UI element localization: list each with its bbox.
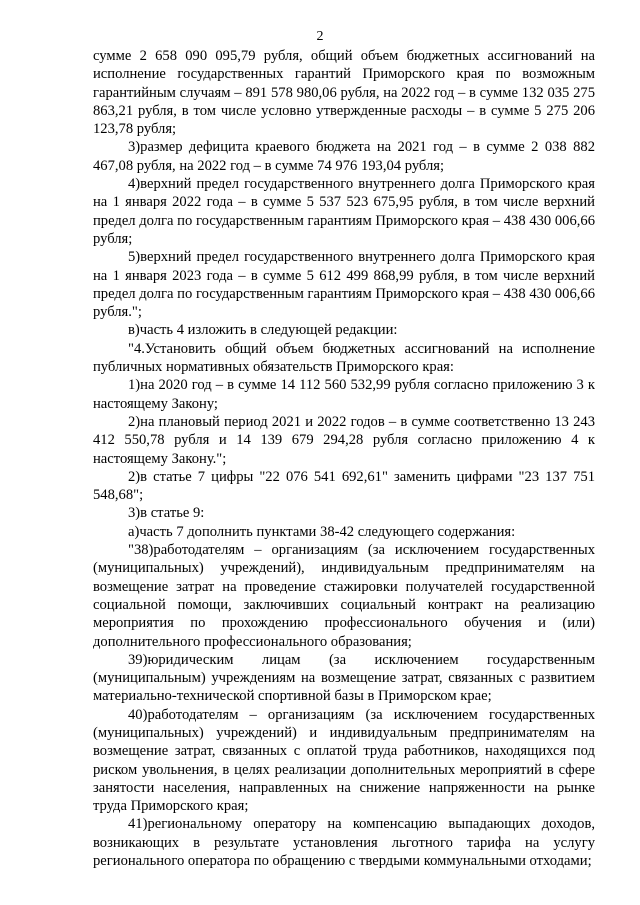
paragraph-part-4-amendment: в)часть 4 изложить в следующей редакции: (128, 322, 398, 339)
document-body (93, 47, 595, 870)
paragraph-public-obligations: "4.Установить общий объем бюджетных ассигнований на исполнение публичных нормативных обязательств Приморского края: (93, 340, 595, 376)
paragraph-part-7-additions: а)часть 7 дополнить пунктами 38-42 следующего содержания: (128, 523, 516, 540)
paragraph-obligations-2020: 1)на 2020 год – в сумме 14 112 560 532,99 рубля согласно приложению 3 к настоящему Закону; (93, 377, 595, 412)
paragraph-item-39: 39)юридическим лицам (за исключением государственным (муниципальным) учреждениям на возмещение затрат, связанных с развитием материально-технической спортивной базы в Приморском крае; (93, 651, 595, 705)
paragraph-budget-total-continued: сумме 2 658 090 095,79 рубля, общий объем бюджетных ассигнований на исполнение государственных гарантий Приморского края по возможным гарантийным случаям – 891 578 980,06 рубля, на 2022 год – в сумме 132 035 275 863,21 рубля, в том числе условно утвержденные расходы – в сумме 5 275 206 123,78 рубля; (93, 48, 595, 138)
paragraph-item-41: 41)региональному оператору на компенсацию выпадающих доходов, возникающих в результате установления льготного тарифа на услугу регионального оператора по обращению с твердыми коммунальными отходами; (93, 816, 595, 870)
paragraph-debt-limit-2023: 5)верхний предел государственного внутреннего долга Приморского края на 1 января 2023 года – в сумме 5 612 499 868,99 рубля, в том числе верхний предел долга по государственным гарантиям Приморского края – 438 430 006,66 рубля."; (93, 249, 595, 321)
paragraph-item-40: 40)работодателям – организациям (за исключением государственных (муниципальных) учреждений) и индивидуальным предпринимателям на возмещение затрат, связанных с оплатой труда работников, находящихся под риском увольнения, в целях реализации дополнительных мероприятий в сфере занятости населения, направленных на снижение напряженности на рынке труда Приморского края; (93, 706, 595, 815)
paragraph-obligations-2021-2022: 2)на плановый период 2021 и 2022 годов – в сумме соответственно 13 243 412 550,78 рубля и 14 139 679 294,28 рубля согласно приложению 4 к настоящему Закону."; (93, 413, 595, 467)
paragraph-article-7: 2)в статье 7 цифры "22 076 541 692,61" заменить цифрами "23 137 751 548,68"; (93, 468, 595, 504)
page-number: 2 (316, 29, 324, 44)
paragraph-deficit: 3)размер дефицита краевого бюджета на 2021 год – в сумме 2 038 882 467,08 рубля, на 2022 год – в сумме 74 976 193,04 рубля; (93, 139, 595, 174)
paragraph-article-9: 3)в статье 9: (128, 505, 205, 522)
paragraph-item-38: "38)работодателям – организациям (за исключением государственных (муниципальных) учреждений), индивидуальным предпринимателям на возмещение затрат на проведение стажировки получателей государственной социальной помощи, заключивших социальный контракт на реализацию мероприятия по прохождению профессионального обучения и (или) дополнительного профессионального образования; (93, 542, 595, 650)
paragraph-debt-limit-2022: 4)верхний предел государственного внутреннего долга Приморского края на 1 января 2022 года – в сумме 5 537 523 675,95 рубля, в том числе верхний предел долга по государственным гарантиям Приморского края – 438 430 006,66 рубля; (93, 176, 595, 247)
